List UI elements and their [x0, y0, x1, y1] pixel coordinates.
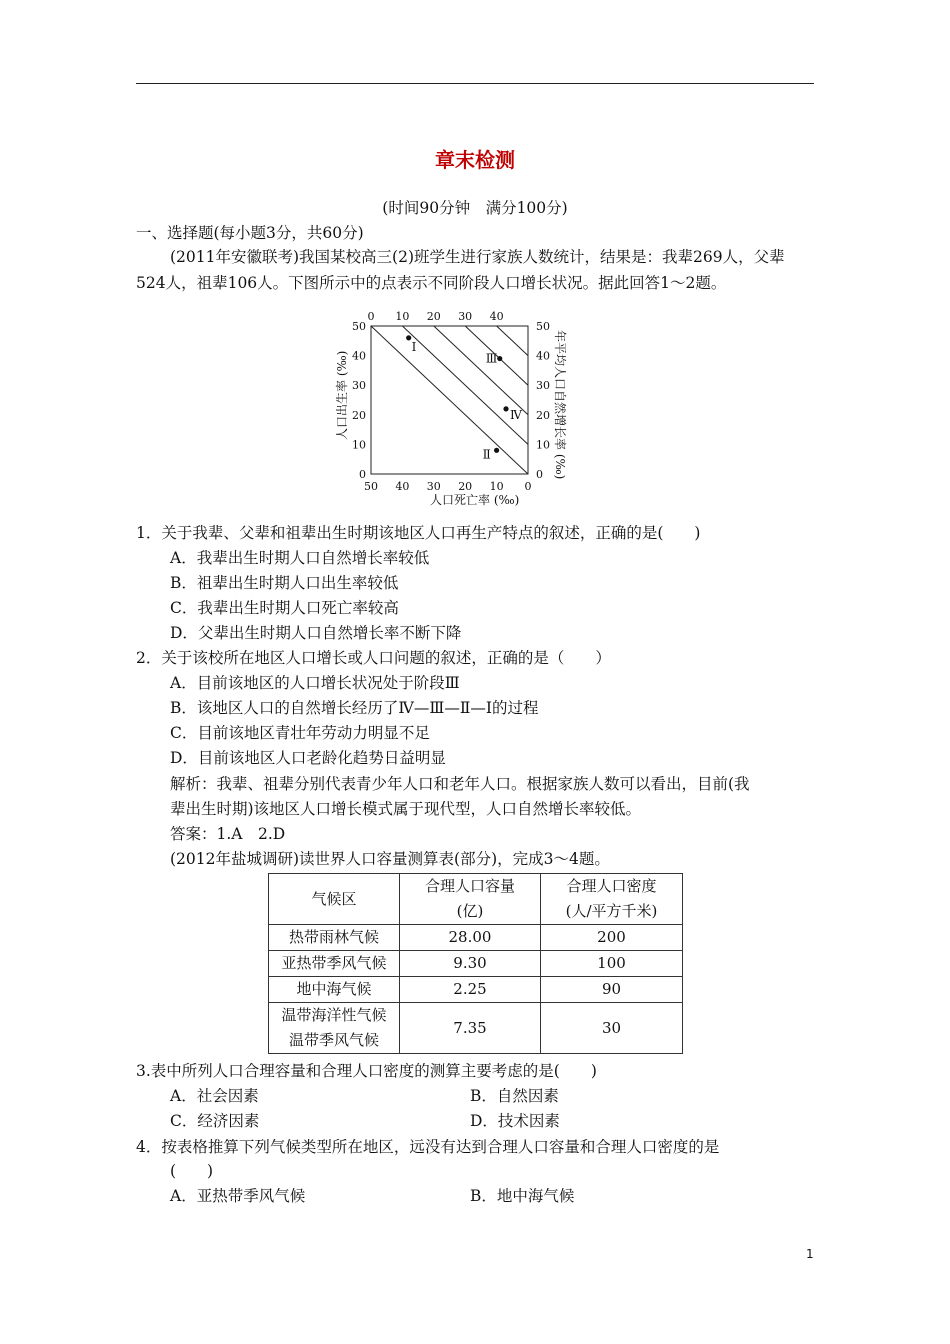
bottom-tick-label: 30 — [426, 480, 441, 493]
q1-option-d: D．父辈出生时期人口自然增长率不断下降 — [170, 624, 462, 642]
cell-capacity: 2.25 — [400, 977, 541, 1003]
header-zone: 气候区 — [269, 874, 400, 925]
cell-zone — [269, 1003, 400, 1054]
top-tick-label: 50 — [536, 320, 550, 333]
exam-time-score: (时间90分钟 满分100分) — [382, 199, 568, 217]
x-axis-label: 人口死亡率 (‰) — [430, 493, 520, 507]
left-tick-label: 20 — [352, 408, 366, 422]
top-tick-label: 40 — [489, 310, 504, 323]
page-title: 章末检测 — [435, 148, 515, 172]
top-tick-label: 20 — [426, 310, 441, 323]
cell-zone-line1: 温带海洋性气候 — [281, 1006, 387, 1024]
cell-capacity: 7.35 — [400, 1003, 541, 1054]
diagonal-line — [371, 326, 528, 474]
left-tick-label: 0 — [359, 468, 366, 481]
y-axis-left-label: 人口出生率 (‰) — [335, 350, 349, 440]
left-tick-label: 10 — [352, 438, 366, 452]
left-tick-label: 40 — [352, 349, 366, 363]
bottom-tick-label: 20 — [458, 480, 473, 493]
cell-zone-line2: 温带季风气候 — [288, 1031, 379, 1049]
q1-option-b: B．祖辈出生时期人口出生率较低 — [170, 574, 399, 592]
page-number: 1 — [806, 1247, 814, 1261]
q3-stem: 3.表中所列人口合理容量和合理人口密度的测算主要考虑的是( ) — [136, 1062, 597, 1080]
q3-option-a: A．社会因素 — [170, 1087, 259, 1105]
header-density-line2: (人/平方千米) — [565, 902, 658, 920]
right-tick-label: 40 — [536, 349, 550, 363]
data-point — [406, 335, 411, 340]
table-header-row — [269, 874, 683, 925]
top-tick-label: 30 — [458, 310, 473, 323]
table-row — [269, 951, 683, 977]
data-point — [503, 406, 508, 411]
q1-option-a: A．我辈出生时期人口自然增长率较低 — [170, 549, 430, 567]
q3-option-b: B．自然因素 — [470, 1087, 559, 1105]
population-capacity-table — [268, 873, 683, 1054]
data-point — [494, 448, 499, 453]
header-capacity-line1: 合理人口容量 — [424, 877, 515, 895]
q1-stem: 1．关于我辈、父辈和祖辈出生时期该地区人口再生产特点的叙述，正确的是( ) — [136, 524, 701, 542]
cell-density: 100 — [541, 951, 683, 977]
header-capacity-line2: (亿) — [456, 902, 484, 920]
data-point-label: Ⅰ — [411, 339, 417, 354]
right-tick-label: 20 — [536, 408, 550, 422]
cell-zone: 热带雨林气候 — [269, 925, 400, 951]
left-tick-label: 50 — [352, 320, 366, 333]
left-tick-label: 30 — [352, 379, 366, 393]
q3-option-d: D．技术因素 — [470, 1112, 560, 1130]
q4-stem: 4．按表格推算下列气候类型所在地区，远没有达到合理人口容量和合理人口密度的是 — [136, 1138, 720, 1156]
q2-option-b: B．该地区人口的自然增长经历了Ⅳ—Ⅲ—Ⅱ—Ⅰ的过程 — [170, 699, 539, 717]
cell-capacity: 9.30 — [400, 951, 541, 977]
bottom-tick-label: 50 — [364, 480, 378, 493]
analysis-line-2: 辈出生时期)该地区人口增长模式属于现代型，人口自然增长率较低。 — [170, 800, 642, 818]
population-growth-chart — [328, 302, 578, 512]
q4-option-a: A．亚热带季风气候 — [170, 1187, 306, 1205]
bottom-tick-label: 40 — [395, 480, 410, 493]
header-capacity — [400, 874, 541, 925]
analysis-line-1: 解析：我辈、祖辈分别代表青少年人口和老年人口。根据家族人数可以看出，目前(我 — [170, 775, 750, 793]
intro-line-1: (2011年安徽联考)我国某校高三(2)班学生进行家族人数统计，结果是：我辈269人，父辈 — [170, 248, 785, 266]
q4-option-b: B．地中海气候 — [470, 1187, 575, 1205]
cell-zone: 亚热带季风气候 — [269, 951, 400, 977]
header-rule — [136, 83, 814, 84]
q3-option-c: C．经济因素 — [170, 1112, 260, 1130]
header-density — [541, 874, 683, 925]
cell-density: 30 — [541, 1003, 683, 1054]
q2-stem: 2．关于该校所在地区人口增长或人口问题的叙述，正确的是（ ） — [136, 649, 611, 667]
right-tick-label: 10 — [536, 438, 550, 452]
header-density-line1: 合理人口密度 — [566, 877, 657, 895]
cell-density: 200 — [541, 925, 683, 951]
q1-option-c: C．我辈出生时期人口死亡率较高 — [170, 599, 399, 617]
bottom-tick-label: 0 — [524, 480, 532, 493]
right-tick-label: 30 — [536, 379, 550, 393]
section-heading: 一、选择题(每小题3分，共60分) — [136, 224, 364, 242]
table-row — [269, 925, 683, 951]
top-tick-label: 0 — [367, 310, 375, 323]
right-tick-label: 0 — [536, 468, 543, 481]
table-row — [269, 1003, 683, 1054]
diagonal-line — [497, 326, 528, 356]
bottom-tick-label: 10 — [489, 480, 504, 493]
q2-option-a: A．目前该地区的人口增长状况处于阶段Ⅲ — [170, 674, 460, 692]
data-point-label: Ⅳ — [510, 407, 523, 422]
answer-line: 答案：1.A 2.D — [170, 825, 286, 843]
diagonal-line — [402, 326, 528, 444]
y-axis-right-label: 年平均人口自然增长率 (‰) — [553, 330, 567, 480]
intro-2: (2012年盐城调研)读世界人口容量测算表(部分)，完成3～4题。 — [170, 850, 610, 868]
data-point-label: Ⅲ — [485, 351, 498, 366]
diagonal-line — [434, 326, 528, 415]
cell-zone: 地中海气候 — [269, 977, 400, 1003]
cell-density: 90 — [541, 977, 683, 1003]
intro-line-2: 524人，祖辈106人。下图所示中的点表示不同阶段人口增长状况。据此回答1～2题。 — [136, 274, 727, 292]
data-point-label: Ⅱ — [482, 447, 491, 462]
table-row — [269, 977, 683, 1003]
q2-option-d: D．目前该地区人口老龄化趋势日益明显 — [170, 749, 446, 767]
q2-option-c: C．目前该地区青壮年劳动力明显不足 — [170, 724, 430, 742]
q4-paren: ( ) — [170, 1162, 214, 1180]
cell-capacity: 28.00 — [400, 925, 541, 951]
data-point — [497, 356, 502, 361]
top-tick-label: 10 — [395, 310, 410, 323]
